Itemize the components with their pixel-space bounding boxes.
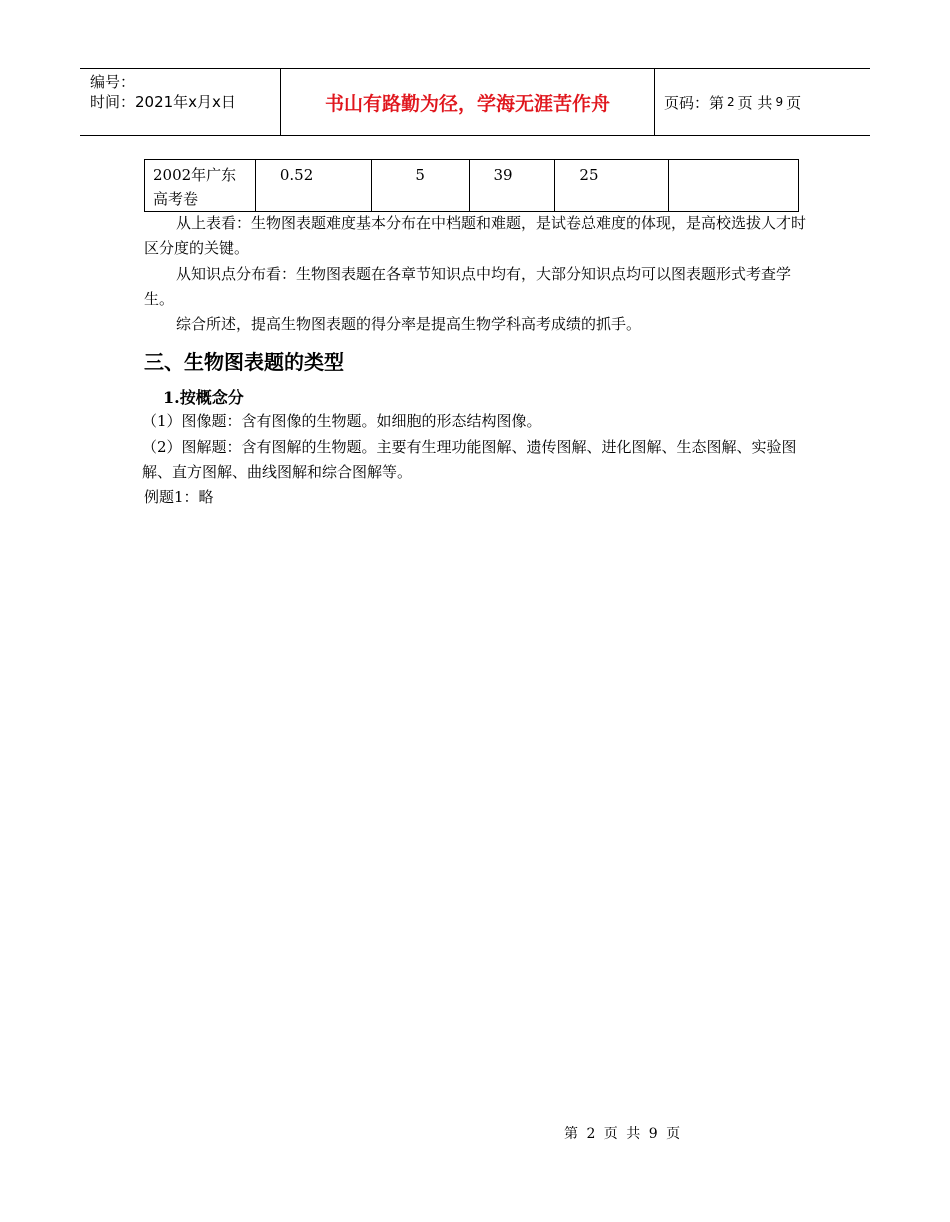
section-title: 三、生物图表题的类型 xyxy=(144,350,344,374)
page-header xyxy=(80,68,870,136)
table-cell: 5 xyxy=(371,160,469,212)
page-current: 2 xyxy=(727,95,735,109)
serial-label: 编号： xyxy=(90,73,136,91)
page-total: 9 xyxy=(775,95,784,109)
table-row xyxy=(145,160,799,212)
page-suffix: 页 xyxy=(786,93,802,112)
header-meta xyxy=(80,69,281,135)
table-cell: 25 xyxy=(555,160,669,212)
header-motto: 书山有路勤为径，学海无涯苦作舟 xyxy=(281,69,655,135)
sub-title: 1.按概念分 xyxy=(163,388,244,407)
time-label: 时间：2021年x月x日 xyxy=(90,93,236,111)
table-cell: 2002年广东高考卷 xyxy=(145,160,256,212)
difficulty-table xyxy=(144,159,799,212)
example-line: 例题1：略 xyxy=(144,488,214,506)
page-footer: 第 2 页 共 9 页 xyxy=(564,1126,681,1142)
table-cell xyxy=(669,160,799,212)
list-item-diagram-question: （2）图解题：含有图解的生物题。主要有生理功能图解、遗传图解、进化图解、生态图解、实验图解、直方图解、曲线图解和综合图解等。 xyxy=(142,438,797,481)
page-mid: 页 共 xyxy=(737,93,773,112)
list-item-image-question: （1）图像题：含有图像的生物题。如细胞的形态结构图像。 xyxy=(142,412,542,430)
header-page-info xyxy=(655,69,870,135)
table-cell: 0.52 xyxy=(255,160,371,212)
table-cell: 39 xyxy=(469,160,555,212)
paragraph-summary: 综合所述，提高生物图表题的得分率是提高生物学科高考成绩的抓手。 xyxy=(176,315,642,333)
paragraph-table-analysis: 从上表看：生物图表题难度基本分布在中档题和难题，是试卷总难度的体现，是高校选拔人才时区分度的关键。 xyxy=(144,214,807,257)
paragraph-knowledge-distribution: 从知识点分布看：生物图表题在各章节知识点中均有，大部分知识点均可以图表题形式考查学生。 xyxy=(144,265,792,308)
page-prefix: 页码：第 xyxy=(664,93,725,112)
